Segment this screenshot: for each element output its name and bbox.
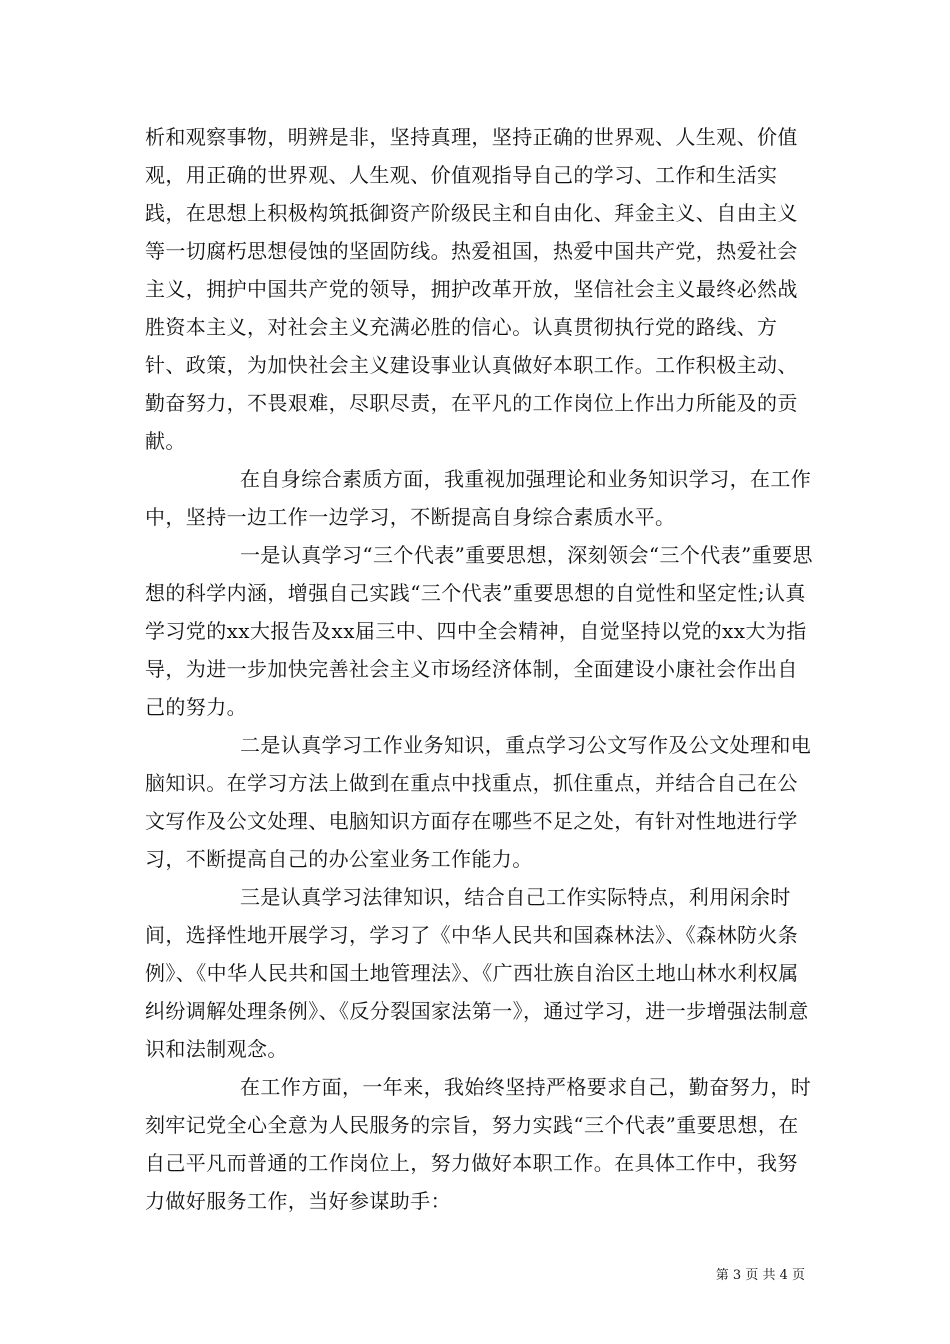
page-number-label: 第 3 页 共 4 页 — [715, 1268, 805, 1283]
document-body — [145, 118, 815, 1220]
page-footer — [716, 1268, 805, 1284]
paragraph-study-three-represents: 一是认真学习“三个代表”重要思想，深刻领会“三个代表”重要思想的科学内涵，增强自己实践“三个代表”重要思想的自觉性和坚定性;认真学习党的xx大报告及xx届三中、四中全会精神，自觉坚持以党的xx大为指导，为进一步加快完善社会主义市场经济体制，全面建设小康社会作出自己的努力。 — [145, 543, 813, 719]
paragraph-comprehensive-quality: 在自身综合素质方面，我重视加强理论和业务知识学习，在工作中，坚持一边工作一边学习，不断提高自身综合素质水平。 — [145, 467, 812, 529]
paragraph-work-aspect: 在工作方面，一年来，我始终坚持严格要求自己，勤奋努力，时刻牢记党全心全意为人民服务的宗旨，努力实践“三个代表”重要思想，在自己平凡而普通的工作岗位上，努力做好本职工作。在具体工作中，我努力做好服务工作，当好参谋助手： — [145, 1075, 812, 1213]
paragraph-worldview: 析和观察事物，明辨是非，坚持真理，坚持正确的世界观、人生观、价值观，用正确的世界观、人生观、价值观指导自己的学习、工作和生活实践，在思想上积极构筑抵御资产阶级民主和自由化、拜金主义、自由主义等一切腐朽思想侵蚀的坚固防线。热爱祖国，热爱中国共产党，热爱社会主义，拥护中国共产党的领导，拥护改革开放，坚信社会主义最终必然战胜资本主义，对社会主义充满必胜的信心。认真贯彻执行党的路线、方针、政策，为加快社会主义建设事业认真做好本职工作。工作积极主动、勤奋努力，不畏艰难，尽职尽责，在平凡的工作岗位上作出力所能及的贡献。 — [145, 125, 798, 453]
paragraph-study-law: 三是认真学习法律知识，结合自己工作实际特点，利用闲余时间，选择性地开展学习，学习了《中华人民共和国森林法》、《森林防火条例》、《中华人民共和国土地管理法》、《广西壮族自治区土地山林水利权属纠纷调解处理条例》、《反分裂国家法第一》，通过学习，进一步增强法制意识和法制观念。 — [145, 885, 809, 1061]
paragraph-study-business-knowledge: 二是认真学习工作业务知识，重点学习公文写作及公文处理和电脑知识。在学习方法上做到在重点中找重点，抓住重点，并结合自己在公文写作及公文处理、电脑知识方面存在哪些不足之处，有针对性地进行学习，不断提高自己的办公室业务工作能力。 — [145, 733, 812, 871]
